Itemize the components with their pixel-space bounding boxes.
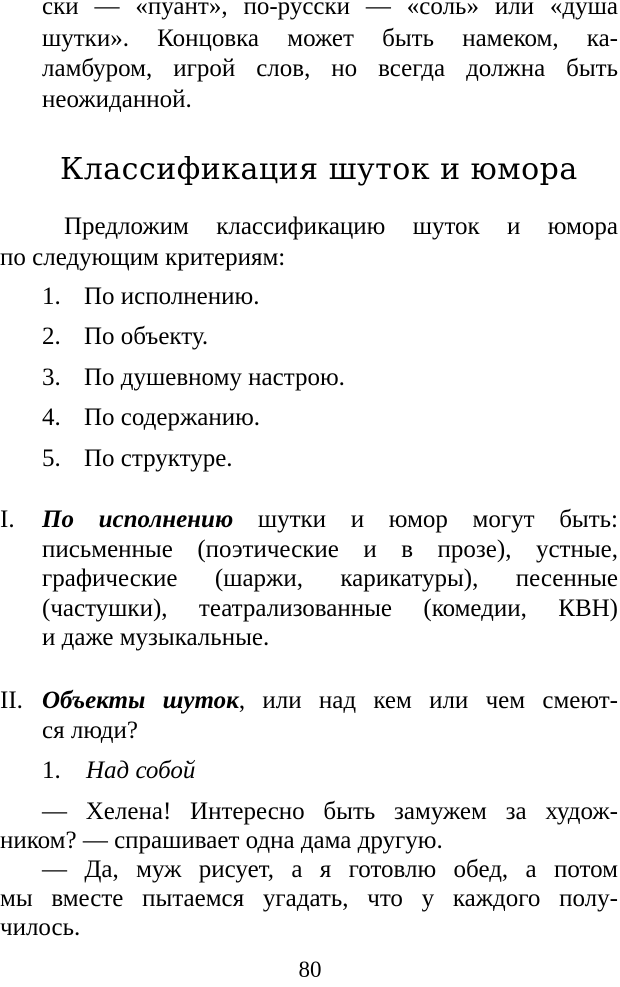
intro-line: неожиданной. bbox=[42, 86, 192, 113]
section1-line: графические (шаржи, карикатуры), песенные bbox=[42, 565, 618, 592]
page-number: 80 bbox=[298, 957, 322, 982]
criteria-number: 1. bbox=[42, 283, 61, 310]
criteria-item bbox=[42, 444, 233, 474]
criteria-number: 4. bbox=[42, 404, 61, 431]
intro-line: ламбуром, игрой слов, но всегда должна быть bbox=[42, 55, 618, 82]
section1-line: и даже музыкальные. bbox=[42, 624, 270, 651]
criteria-text: По содержанию. bbox=[84, 404, 261, 431]
dialogue-line: — Хелена! Интересно быть замужем за худож- bbox=[42, 798, 618, 825]
section2-line: ся люди? bbox=[42, 717, 138, 744]
dialogue-line: мы вместе пытаемся угадать, что у каждого полу- bbox=[0, 885, 618, 912]
dialogue-line: чилось. bbox=[0, 914, 81, 941]
intro-line: шутки». Концовка может быть намеком, ка- bbox=[42, 25, 618, 52]
intro-line: ски — «пуант», по-русски — «соль» или «душа bbox=[42, 0, 618, 20]
section-heading: Классификация шуток и юмора bbox=[60, 152, 578, 187]
section-numeral: II. bbox=[0, 687, 23, 714]
criteria-item bbox=[42, 322, 209, 352]
criteria-number: 3. bbox=[42, 364, 61, 391]
section-numeral: I. bbox=[0, 506, 15, 533]
proposal-line: по следующим критериям: bbox=[0, 244, 286, 271]
section1-line: (частушки), театрализованные (комедии, КВН) bbox=[42, 595, 618, 622]
section2-emphasis: Объекты шуток bbox=[42, 687, 239, 714]
criteria-item bbox=[42, 282, 260, 312]
section2-first-rest: , или над кем или чем смеют- bbox=[238, 687, 618, 714]
section1-first-line bbox=[42, 505, 618, 535]
section1-first-rest: шутки и юмор могут быть: bbox=[233, 506, 618, 533]
criteria-text: По душевному настрою. bbox=[84, 364, 345, 391]
subitem bbox=[42, 756, 196, 786]
criteria-text: По структуре. bbox=[84, 445, 233, 472]
dialogue-line: — Да, муж рисует, а я готовлю обед, а потом bbox=[42, 856, 618, 883]
section2-first-line bbox=[42, 686, 618, 716]
dialogue-line: ником? — спрашивает одна дама другую. bbox=[0, 827, 443, 854]
subitem-text: Над собой bbox=[86, 757, 196, 784]
criteria-number: 5. bbox=[42, 445, 61, 472]
criteria-item bbox=[42, 403, 261, 433]
subitem-number: 1. bbox=[42, 757, 61, 784]
proposal-line: Предложим классификацию шуток и юмора bbox=[64, 213, 618, 240]
criteria-text: По объекту. bbox=[84, 323, 209, 350]
section1-line: письменные (поэтические и в прозе), устные, bbox=[42, 536, 618, 563]
criteria-text: По исполнению. bbox=[84, 283, 260, 310]
section1-emphasis: По исполнению bbox=[42, 506, 234, 533]
criteria-item bbox=[42, 363, 345, 393]
criteria-number: 2. bbox=[42, 323, 61, 350]
